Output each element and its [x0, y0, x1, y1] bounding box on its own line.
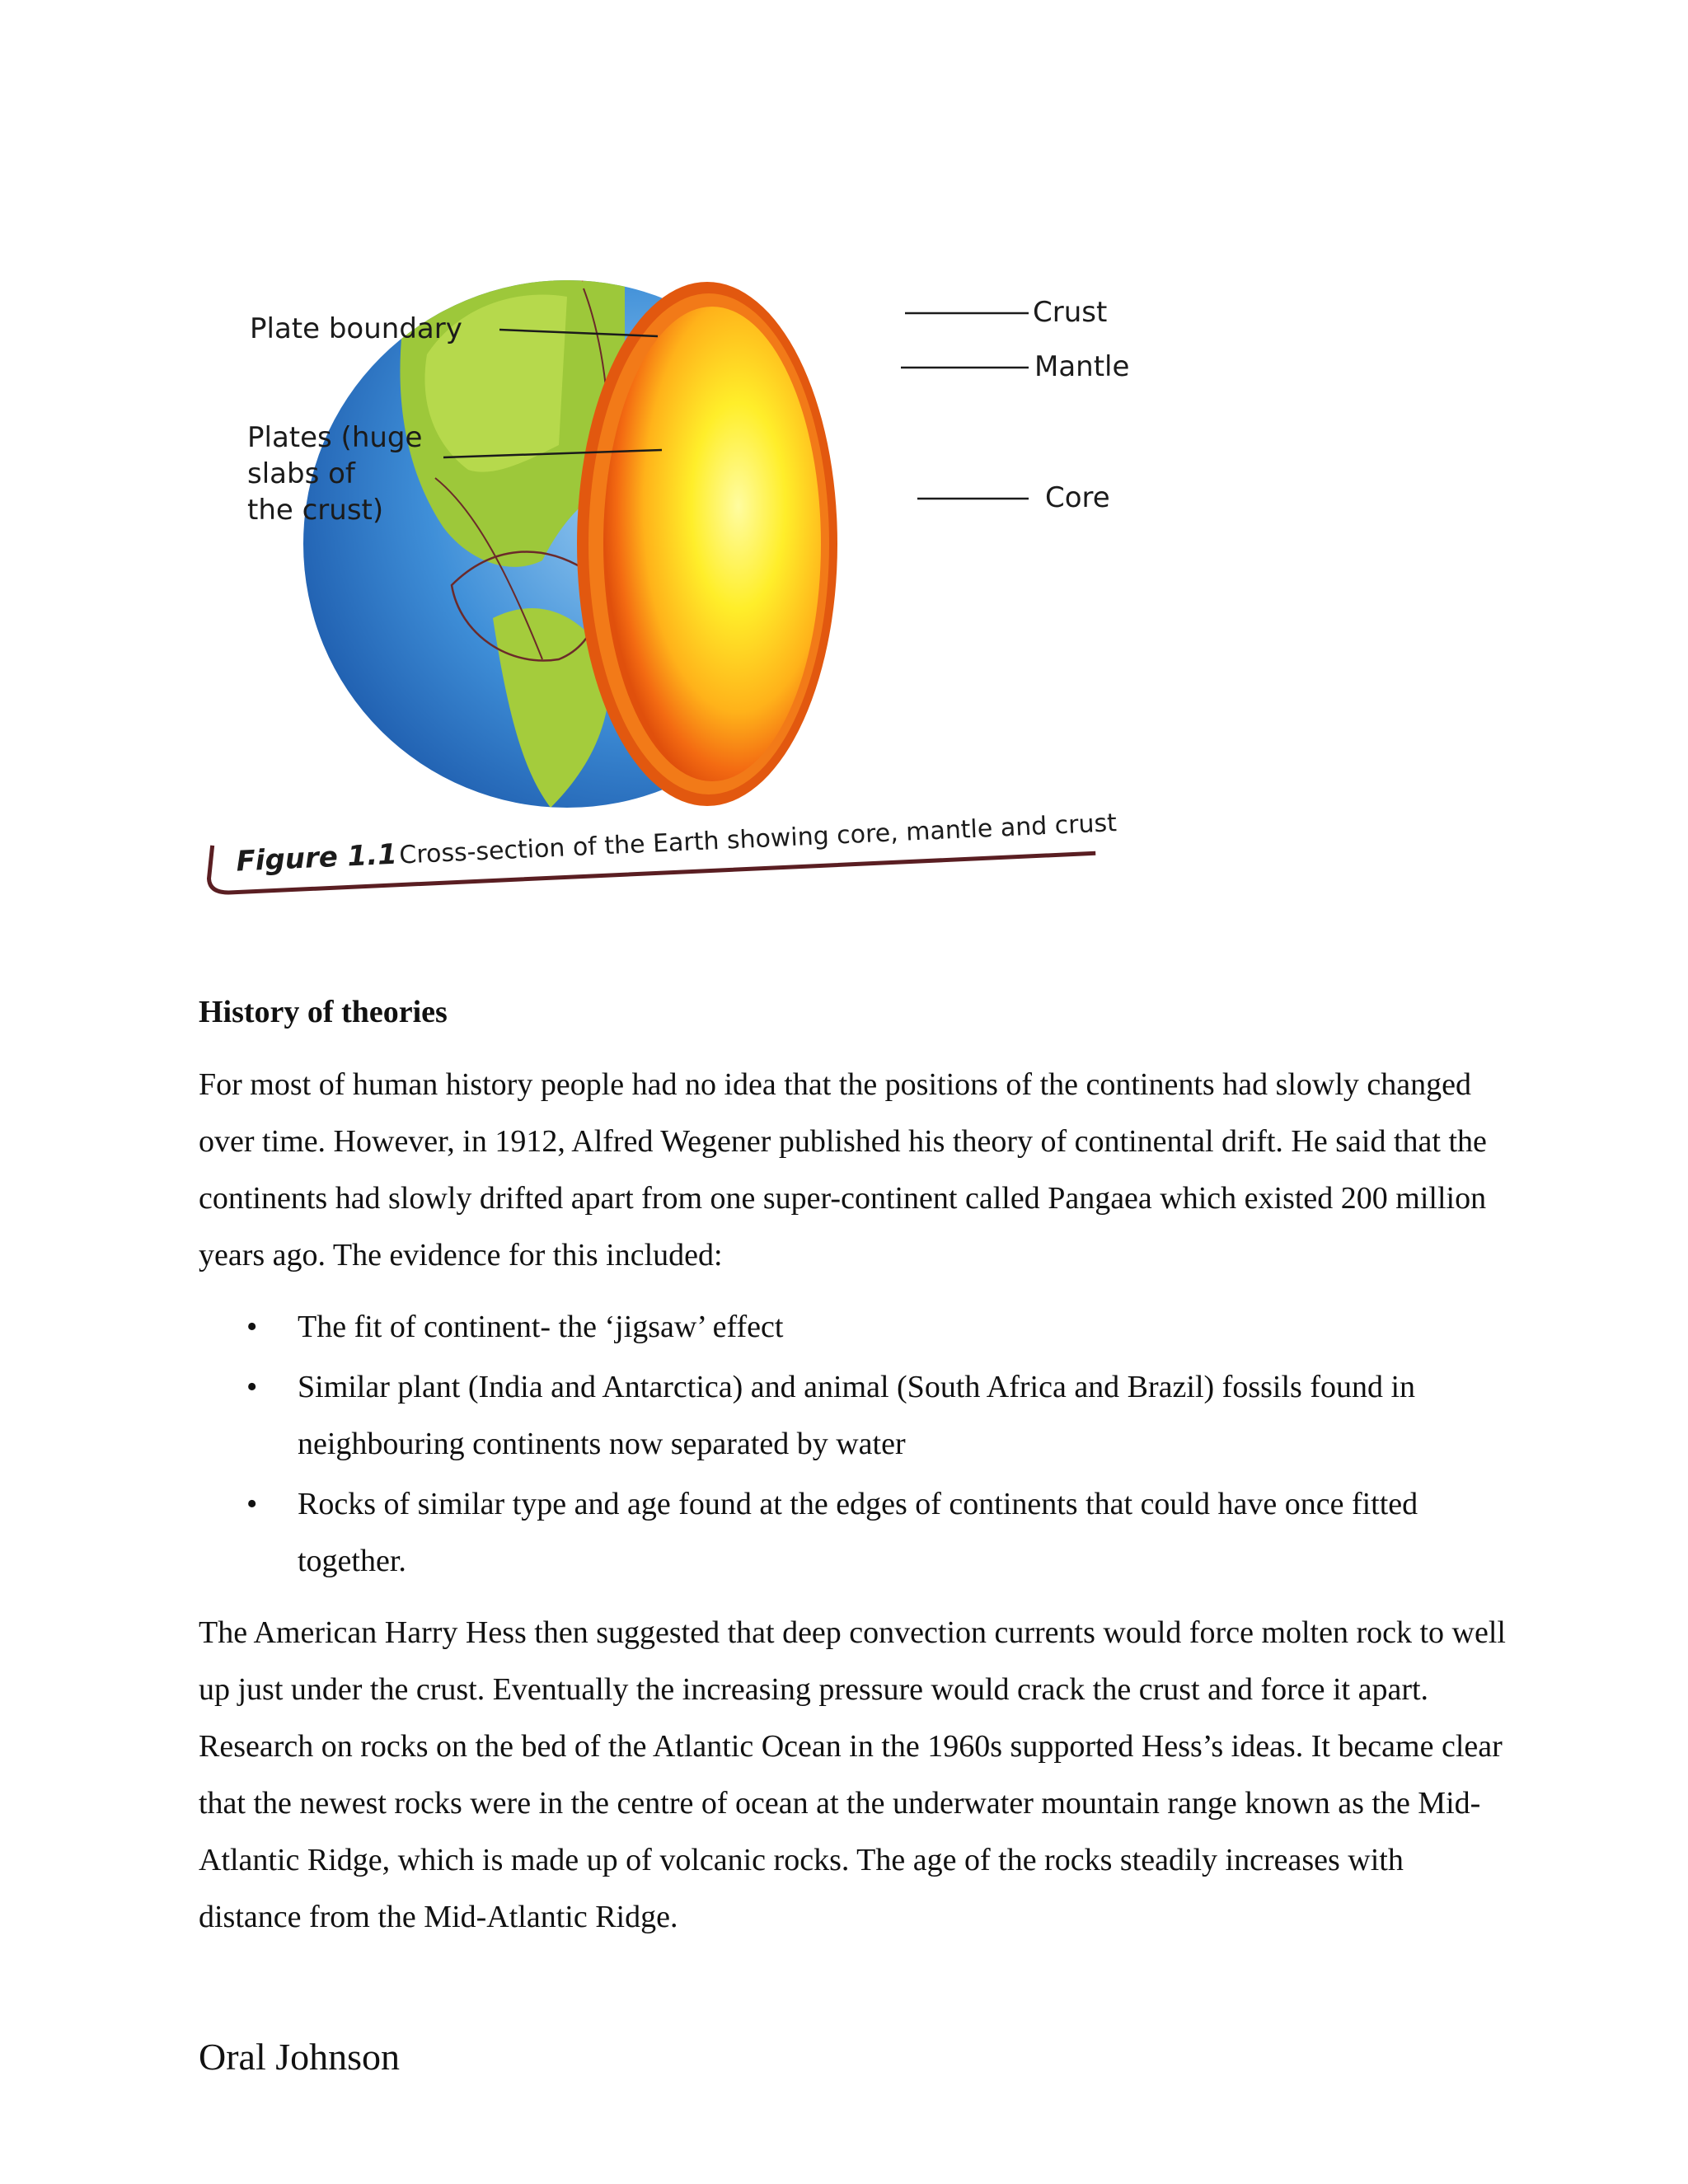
earth-cross-section-figure	[196, 231, 1169, 907]
list-item: • The fit of continent- the ‘jigsaw’ effect	[199, 1299, 1509, 1356]
evidence-list	[199, 1299, 1509, 1590]
label-crust: Crust	[1033, 296, 1108, 329]
core-layer	[603, 307, 821, 781]
history-section	[199, 989, 1509, 1946]
figure-caption	[208, 804, 1118, 893]
bullet-icon: •	[246, 1487, 258, 1521]
body-paragraph: The American Harry Hess then suggested that deep convection currents would force molten rock to well up just under the crust. Eventually the increasing pressure would crack the crust and force it apart. Research on rocks on the bed of the Atlantic Ocean in the 1960s supported Hess’s ideas. It became clear that the newest rocks were in the centre of ocean at the underwater mountain range known as the Mid-Atlantic Ridge, which is made up of volcanic rocks. The age of the rocks steadily increases with distance from the Mid-Atlantic Ridge.	[199, 1615, 1506, 1934]
label-plates-line3: the crust)	[247, 494, 384, 527]
author-name: Oral Johnson	[199, 2036, 401, 2078]
label-mantle: Mantle	[1034, 350, 1130, 383]
bullet-icon: •	[246, 1310, 258, 1344]
list-item: • Rocks of similar type and age found at the edges of continents that could have once fitted together.	[199, 1476, 1509, 1590]
intro-paragraph: For most of human history people had no idea that the positions of the continents had slowly changed over time. However, in 1912, Alfred Wegener published his theory of continental drift. He said that the continents had slowly drifted apart from one super-continent called Pangaea which existed 200 million years ago. The evidence for this included:	[199, 1067, 1487, 1272]
section-heading: History of theories	[199, 995, 448, 1029]
caption-figure-number: Figure 1.1	[235, 837, 398, 879]
list-item: • Similar plant (India and Antarctica) and animal (South Africa and Brazil) fossils found in neighbouring continents now separated by water	[199, 1359, 1509, 1473]
caption-text: Cross-section of the Earth showing core, mantle and crust	[398, 808, 1118, 870]
label-plates-line2: slabs of	[247, 457, 355, 490]
label-plates-line1: Plates (huge	[247, 421, 423, 454]
bullet-icon: •	[246, 1370, 258, 1404]
label-core: Core	[1045, 481, 1110, 514]
label-plate-boundary: Plate boundary	[250, 312, 462, 345]
